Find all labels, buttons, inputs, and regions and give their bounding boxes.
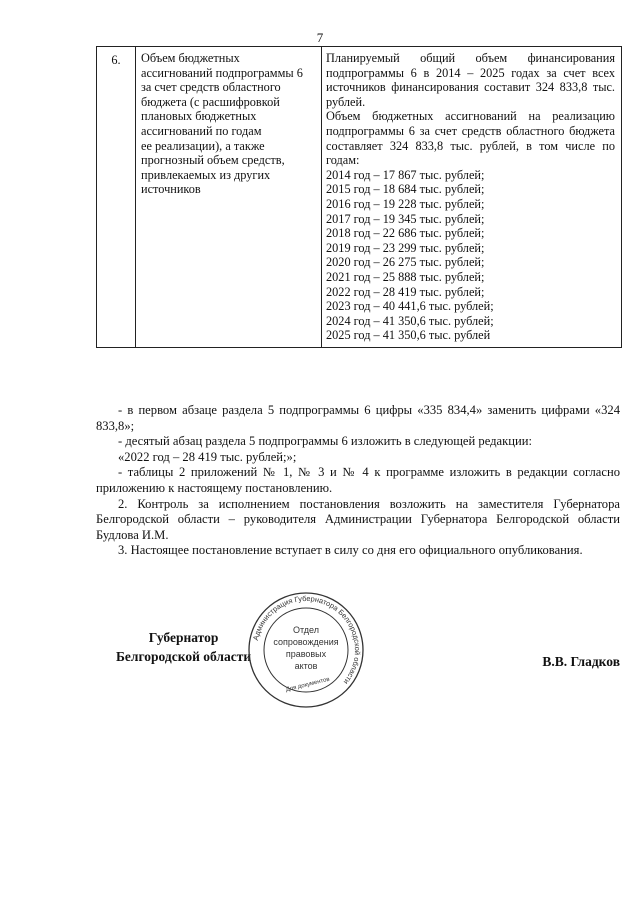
body-paragraph: - в первом абзаце раздела 5 подпрограммы 6 цифры «335 834,4» заменить цифрами «324 833,8»; [96,403,620,433]
position-line: Губернатор [148,630,219,645]
stamp-bottom-text: Для документов [285,676,331,694]
year-allocation: 2025 год – 41 350,6 тыс. рублей [326,328,491,343]
body-paragraph: 3. Настоящее постановление вступает в силу со дня его официального опубликования. [118,543,583,558]
label-line: бюджета (с расшифровкой [141,94,280,109]
row-label [136,47,322,348]
year-allocation: 2022 год – 28 419 тыс. рублей; [326,284,485,299]
label-line: ассигнований подпрограммы 6 [141,65,303,80]
subprogram-funding-table [96,46,622,348]
label-line: плановых бюджетных [141,109,257,124]
position-line: Белгородской области [116,649,252,664]
label-line: Объем бюджетных [141,51,240,65]
year-allocation: 2015 год – 18 684 тыс. рублей; [326,182,485,197]
document-body [96,403,620,559]
row-number: 6. [97,47,136,348]
table-row [97,47,622,348]
stamp-line: Отдел [292,625,320,635]
body-paragraph: - десятый абзац раздела 5 подпрограммы 6 изложить в следующей редакции: [118,434,532,449]
year-allocation: 2023 год – 40 441,6 тыс. рублей; [326,299,494,314]
label-line: ассигнований по годам [141,123,262,138]
year-allocation: 2021 год – 25 888 тыс. рублей; [326,269,485,284]
stamp-ring-text: Администрация Губернатора Белгородской области [250,593,363,687]
label-line: прогнозный объем средств, [141,153,285,168]
year-allocation: 2017 год – 19 345 тыс. рублей; [326,211,485,226]
year-allocation: 2014 год – 17 867 тыс. рублей; [326,167,485,182]
label-line: источников [141,182,201,197]
value-paragraph-total: Планируемый общий объем финансирования подпрограммы 6 в 2014 – 2025 годах за счет всех источников финансирования составит 324 833,8 тыс. рублей. [326,51,615,109]
signatory-position [116,628,251,666]
year-allocation: 2016 год – 19 228 тыс. рублей; [326,196,485,211]
label-line: привлекаемых из других [141,167,271,182]
stamp-line: правовых [285,649,327,659]
stamp-seal-icon [246,590,366,710]
body-paragraph: 2. Контроль за исполнением постановления возложить на заместителя Губернатора Белгородской области – руководителя Администрации Губернатора Белгородской области Будлова И.М. [96,496,620,542]
year-allocation: 2018 год – 22 686 тыс. рублей; [326,226,485,241]
year-allocation: 2020 год – 26 275 тыс. рублей; [326,255,485,270]
body-paragraph: - таблицы 2 приложений № 1, № 3 и № 4 к программе изложить в редакции согласно приложению к настоящему постановлению. [96,465,620,495]
page-number: 7 [316,30,324,45]
label-line: за счет средств областного [141,80,281,95]
row-value [322,47,622,348]
year-allocation: 2024 год – 41 350,6 тыс. рублей; [326,313,494,328]
value-paragraph-budget: Объем бюджетных ассигнований на реализацию подпрограммы 6 за счет средств областного бюджета составляет 324 833,8 тыс. рублей, в том числе по годам: [326,109,615,168]
body-paragraph: «2022 год – 28 419 тыс. рублей;»; [118,449,297,464]
stamp-line: сопровождения [273,637,339,647]
stamp-line: актов [294,661,318,671]
signatory-name: В.В. Гладков [542,654,620,669]
year-allocation: 2019 год – 23 299 тыс. рублей; [326,240,485,255]
label-line: ее реализации), а также [141,138,265,153]
